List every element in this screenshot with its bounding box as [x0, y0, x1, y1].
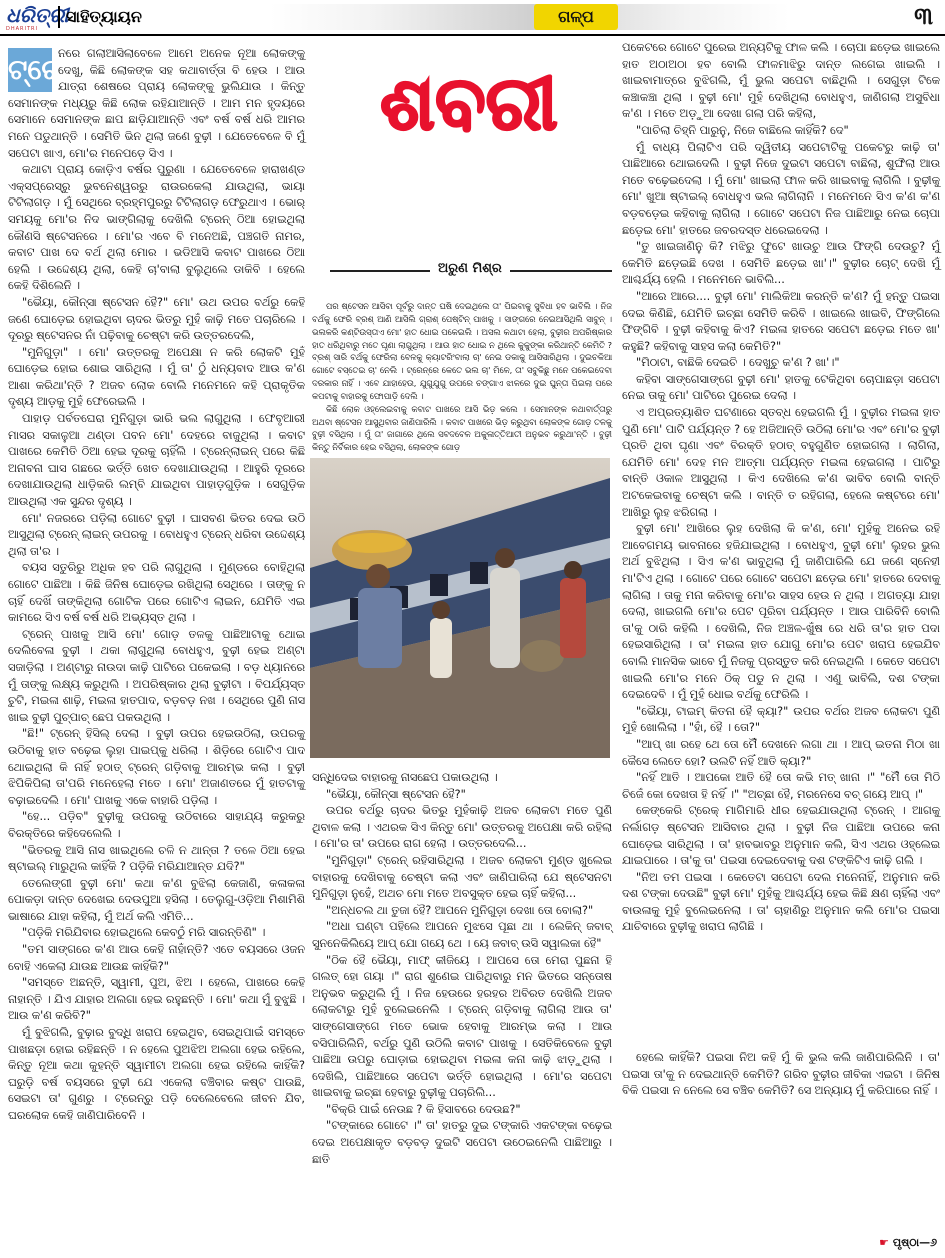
- paragraph: "ସମସ୍ତେ ଅଛନ୍ତି, ସ୍ୱାମୀ, ପୁଅ, ଝିଅ । ହେଲେ, ପାଖରେ କେହି ନାହାନ୍ତି । ଯିଏ ଯାହାର ଅଲଗା ହେଇ ରହୁଛନ୍ତି । ମୋ' କଥା ମୁଁ ବୁଝୁଛି । ଆଉ କ'ଣ କରିବି?": [8, 976, 305, 1023]
- paragraph: "ଅଧା ଘଣ୍ଟା ପହିଲେ ଆପନେ ମୁଝସେ ପୂଛା ଥା । ଲେକିନ୍ ଜବାବ୍ ସୁନନେକିଲିୟେ ଆପ୍ ଯୋ ଗୟେ ଥେ । ୟେ ଜବାବ୍ ଉସି ସୱାଲକା ହୈ": [312, 920, 612, 950]
- paragraph: ଟ୍ରେନ୍ ପାଖକୁ ଆସି ମୋ' ଗୋଡ଼ ତଳକୁ ପାଛିଆଟାକୁ ଥୋଇ ଦେଲିବେଳା ବୁଢ଼ୀ । ଥକା ଲାଗୁଥିଲା ବୋଧହୁଏ, ବୁଢ଼ୀ ହେଇ ଅଣ୍ଟା ସଜାଡ଼ିଲା । ଅଣ୍ଟାରୁ ନାଉଦା କାଢ଼ି ପାଟିରେ ପକେଇଲା । ବଡ଼ ଧ୍ୟାନରେ ମୁଁ ତାଙ୍କୁ ଲକ୍ଷ୍ୟ କରୁଥିଲି । ଅପରିଷ୍କାର ଥିଲା ବୁଢ଼ୀଟା । ବିପର୍ଯ୍ୟସ୍ତ ଚୁଟି, ମଇଳା ଶାଢ଼ି, ମଇଳା ହାତପାଦ, ବଡ଼ବଡ଼ ନଖ । ସେଥିରେ ପୁଣି ନାସ ଖାଇ ବୁଢ଼ୀ ପୁଚ୍‌ପାଚ୍ ଛେପ ପକଉଥିଲା ।: [8, 627, 305, 724]
- paragraph: "ପାଚିଲା ଚିହ୍ନି ପାରୁନୁ, ନିଜେ ବାଛିଲେ କାହିଁକି? ଦେ": [636, 123, 849, 137]
- paragraph: "ଅନ୍ଧଚଲ ଥା ତୁଜା ହୈ? ଆପନେ ମୁନିଗୁଡ଼ା ଦେଖା ତୋ ବୋଲା?": [326, 903, 594, 917]
- paragraph: "ଠିକ ହୈ ଭୈୟା, ମାଫ୍ କୀଜିୟେ । ଆପସେ ତୋ ମେରା ପୁଛନା ହି ଗଲତ୍ ହୋ ଗୟା ।" ରାଗ ଶୁଣେଇ ପାରିଥିବାରୁ ମନ ଭିତରେ ସନ୍ତୋଷ ଅନୁଭବ କରୁଥିଲି ମୁଁ । ନିଜ ହେଉରେ ହରହର ଅବିରତ ଦେଖିଲି ଅଜବ ଲୋକଟାରୁ ମୁହଁ ବୁଲେଇନେଲି । ଟ୍ରେନ୍ ଗଡ଼ିବାକୁ ଲାଗିଲା ଆଉ ତା' ସାଙ୍ଗେସାଙ୍ଗେ ମତେ ଭୋକ ହେବାକୁ ଆରମ୍ଭ କଲା । ଆଉ ବସିପାରିଲିନି, ବର୍ଥରୁ ପୁଣି ଉଠିଲି କବାଟ ପାଖକୁ । ସେତିକିବେଳେ ବୁଢ଼ୀ ପାଛିଆ ଉପରୁ ଘୋଡ଼ାଇ ହୋଇଥିବା ମଇଳା କନା କାଢ଼ି ଝାଡ଼ୁଥିଲା । ଦେଖିଲି, ପାଛିଆରେ ସପେଟା ଭର୍ତ୍ତି ହୋଇଥିଲା । ମୋ'ର ସପେଟା ଖାଇବାକୁ ଇଚ୍ଛା ହେବାରୁ ବୁଢ଼ୀକୁ ପଚାରିଲି...: [312, 953, 612, 1100]
- logo-subtitle: DHARITRI: [6, 26, 38, 32]
- paragraph: କେଙ୍କେରି ଟ୍ରେକ୍ ମାଗିମାରି ଧୀର ହେଇଯାଉଥିଲା ଟ୍ରେନ୍ । ଆଗକୁ ନର୍ଲାଗଡ଼ ଷ୍ଟେସନ ଆସିବାର ଥିଲା । ବୁଢ଼ୀ ନିଜ ପାଛିଆ ଉପରେ କନା ଘୋଡ଼େଇ ସାରିଥିଲା । ତା' ହାବଭାବରୁ ଅନୁମାନ କଲି, ସିଏ ଏଥର ଓହ୍ଲେଇ ଯାଇପାରେ । ତା'କୁ ତା' ପଇସା ଦେଇଦେବାକୁ ଦଶ ଟଙ୍କିଟିଏ କାଢ଼ି ଗଲି ।: [622, 804, 940, 868]
- paragraph: "ନିଅ ତମ ପଇସା । କେତେଟା ସପେଟା ଦେଲ ମନେନାହିଁ, ଅନୁମାନ କରି ଦଶ ଟଙ୍କା ଦେଉଛି" ବୁଢ଼ୀ ମୋ' ମୁହଁକୁ ଆଶ୍ଚର୍ଯ୍ୟ ହେଇ କିଛି କ୍ଷଣ ଚାହିଁଲା ଏବଂ ବାଉଳାକୁ ମୁହଁ ବୁଲେଇନେଲା । ତା' ଚାହାଣିରୁ ଅନୁମାନ କଲି ମୋ'ର ପଇସା ଯାଚିବାରେ ବୁଢ଼ୀକୁ ଖରାପ ଲାଗିଛି ।: [622, 870, 940, 934]
- paragraph: ପାହାଡ଼ ପର୍ବତଘେରା ମୁନିଗୁଡ଼ା ଭାରି ଭଲ ଲାଗୁଥିଲା । ଫେବୃଆରୀ ମାସର ସକାଳୁଆ ଥଣ୍ଡା ପବନ ମୋ' ଦେହରେ ବାଜୁଥିଲା । କବାଟ ପାଖରେ କେମିତି ଠିଆ ହେଇ ଦୂରକୁ ଚାହିଁଲି । ଟ୍ରେନ୍‌ଲାଇନ୍ ପରେ କିଛି ଅନାବନା ଘାସ ଗଛରେ ଭର୍ତ୍ତି ଖେତ ଦେଖାଯାଉଥିଲା । ଆହୁରି ଦୂରରେ ଦେଖାଯାଉଥିଲା ଧାଡ଼ିକରି ଲମ୍ବି ଯାଇଥିବା ପାହାଡ଼ଗୁଡ଼ିକ । ସେଗୁଡ଼ିକ ଆଉଥିଲା ଏକ ସୁନ୍ଦର ଦୃଶ୍ୟ ।: [8, 412, 305, 509]
- paragraph: "ତୁ ଖାଇଜାଣିନୁ କି? ମଝିରୁ ଫୁଟେ ଖାଉଚୁ ଆଉ ଫିଙ୍ଗି ଦେଉଚୁ? ମୁଁ କେମିତି ଛଡ଼େଇଛି ଦେଖ । ସେମିତି ଛଡ଼େଇ ଖା'।" ବୁଢ଼ୀର ଚୋଟ୍ ଦେଖି ମୁଁ ଆଶ୍ଚର୍ଯ୍ୟ ହେଲି । ମନେମନେ ଭାବିଲି...: [622, 240, 940, 287]
- logo-text: ଧରିତ୍ରୀ: [6, 3, 69, 27]
- railway-station-photo: [310, 458, 610, 758]
- paragraph: ମୋ' ନଜରରେ ପଡ଼ିଲା ଗୋଟେ ବୁଢ଼ୀ । ଘାସବଣ ଭିତର ଦେଇ ଉଠି ଆସୁଥିଲା ଟ୍ରେନ୍ ଲାଇନ୍ ଉପରକୁ । ବୋଧହୁଏ ଟ୍ରେନ୍ ଧରିବା ଉଦ୍ଦେଶ୍ୟ ଥିଲା ତା'ର ।: [8, 511, 305, 558]
- paragraph: "ତମ ସାଙ୍ଗରେ କ'ଣ ଆଉ କେହି ନାହାଁନ୍ତି? ଏତେ ବୟସରେ ଓଜନ ବୋହି ଏକେଲା ଯାଉଛ ଆଉଛ କାହିଁକି?": [8, 943, 305, 973]
- paragraph: ବୁଢ଼ୀ ମୋ' ଆଖିରେ ଲୁହ ଦେଖିଲା କି କ'ଣ, ମୋ' ମୁହଁକୁ ଅନେଇ ରହି ଆବେଗମୟ ଭାବନାରେ ହଜିଯାଇଥିଲା । ବୋଧହୁଏ, ବୁଢ଼ୀ ମୋ' ଲୁହର ଭୁଲ ଅର୍ଥ ବୁଝିଥିଲା । ସିଏ କ'ଣ ଭାବୁଥିଲା ମୁଁ ଜାଣିପାରିଲି ଯେ ଜଣେ ସ୍ନେହୀ ମା'ଟିଏ ଥିଲା । ଗୋଟେ ପରେ ଗୋଟେ ସପେଟା ଛଡ଼େଇ ମୋ' ହାତରେ ଦେବାକୁ ଲାଗିଲା । ତାକୁ ମନା କରିବାକୁ ମୋ'ର ସାହସ ହେଉ ନ ଥିଲା । ଅଗତ୍ୟା ଯାହା ଦେଲା, ଖାଇଗଲି ମୋ'ର ପେଟ ପୂରିବା ପର୍ଯ୍ୟନ୍ତ । ଆଉ ପାରିବିନି ବୋଲି ତା'କୁ ଠାରି କହିଲି । ଦେଖିଲି, ନିଜ ଅଞ୍ଚଳ-ଖୁଁଷ ରେ ଧରି ତା'ର ହାତ ପଦା ହେଇସାରିଥିଲା । ତା' ମଇଳା ହାତ ଯୋଗୁ ମୋ'ର ପେଟ ଖରାପ ହେଇଯିବ ବୋଲି ମାନସିକ ଭାବେ ମୁଁ ନିଜକୁ ପ୍ରସ୍ତୁତ କରି ନେଇଥିଲି । କେତେ ସପେଟା ଖାଇଲି ମୋ'ର ମନେ ଠିକ୍ ପଡୁ ନ ଥିଲା । ଏଣୁ ଭାବିଲି, ଦଶ ଟଙ୍କା ଦେଇଦେବି । ମୁଁ ମୁହଁ ଧୋଇ ବର୍ଥକୁ ଫେରିଲି ।: [622, 522, 940, 702]
- paragraph: କଥାଟା ପ୍ରାୟ କୋଡ଼ିଏ ବର୍ଷର ପୁରୁଣା । ଯେତେବେଳେ ହାରାଖଣ୍ଡ ଏକ୍ସପ୍ରେସ୍‌ରୁ ଭୁବନେଶ୍ୱରରୁ ରାଉରକେଲା ଯାଉଥିଲା, ଭାୟା ଟିଟିଲାଗଡ଼ । ମୁଁ ସେଥିରେ ବ୍ରହ୍ମପୁରରୁ ଟିଟିଲାଗଡ଼ ଫେରୁଥାଏ । ଭୋର୍ ସମୟକୁ ମୋ'ର ନିଦ ଭାଙ୍ଗିଲାକୁ ଦେଖିଲି ଟ୍ରେନ୍ ଠିଆ ହୋଇଥିଲା କୌଣସି ଷ୍ଟେସନରେ । ମୋ'ର ଏବେ ବି ମନେଅଛି, ପଞ୍ଚଗତି ନାମର, କବାଟ ପାଖ ଦେ ବର୍ଥ ଥିଲା ମୋର । ଭଡିଆସି କବାଟ ପାଖରେ ଠିଆ ହେଲି । ଉଦ୍ଦେଶ୍ୟ ଥିଲା, କେହି ଚା'ବାଲା ବୁଲୁଥିଲେ ଡାକିବି । ହେଲେ କେହି ଦିଶିଲେନି ।: [8, 163, 305, 293]
- paragraph: "ମିଠାଟା, ବାଛିକି ଦେଇଚି । ଦେଖୁଚୁ କ'ଣ ? ଖା'।": [636, 356, 840, 370]
- pointing-hand-icon: ☛: [879, 1236, 890, 1249]
- paragraph: ମୁଁ ବୁଝିଗଲି, ବୁଢ଼ାର ବୁଦ୍ଧି ଖରାପ ହେଇଥିବ, ସେଇଥିପାଇଁ ସମସ୍ତେ ପାଖଛଡ଼ା ହୋଇ ରହିଛନ୍ତି । ନ ହେଲେ ପୁଅଝିଅ ଅଲଗା ହେଇ ରହିଲେ, କିନ୍ତୁ ନୂଆ କଥା କୁହନ୍ତି ସ୍ୱାମୀଟା ଅଲଗା ହେଇ ରହିଲେ କାହିଁକି? ଘରୁଡ଼ି ବର୍ଷ ବୟସରେ ବୁଢ଼ୀ ଯେ ଏକେଲା ବଞ୍ଚିବାର କଷ୍ଟ ପାଉଛି, ସେଇଟା ତା' ଗୁଣରୁ । ଟ୍ରେନ୍‌ରୁ ପଡ଼ି ଦେଲେବେଲେ ଜୀବନ ଯିବ, ଘରଲୋକ କେହି ଜାଣିପାରିବେନି ।: [8, 1026, 305, 1122]
- page-number: ୩: [914, 2, 933, 30]
- paragraph: "ଆପ୍ ଖା ରହେ ଥେ ତୋ ମୈଁ ଦେଖନେ ଲଗା ଥା । ଆପ୍ ଇତନା ମିଠା ଖା କୈସେ ଲେତେ ହୋ? ଉଲଟି ନହିଁ ଆତି କ୍ୟା?": [622, 737, 940, 768]
- column-1: [8, 46, 305, 1125]
- column-2: [312, 300, 612, 454]
- paragraph: ସନ୍ଧିଦେଇ ବାହାରକୁ ନାସଛେପ ପକାଉଥିଲା ।: [312, 771, 498, 784]
- paragraph: "ବିକ୍ରି ପାଇଁ ନେଉଛ ? କି ହିସାବରେ ଦେଉଛ?": [326, 1102, 521, 1116]
- byline: [330, 258, 612, 280]
- paragraph: ମୁଁ ବାଧ୍ୟ ପିଲାଟିଏ ପରି ଦ୍ୱିତୀୟ ସପେଟାଟିକୁ ପକେଟରୁ କାଢ଼ି ତା' ପାଛିଆରେ ଥୋଇଦେଲି । ବୁଢ଼ୀ ନିଜେ ଦୁଇଟା ସପେଟା ବାଛିଲା, ଶୁଙ୍ଘିଲା ଆଉ ମତେ ବଢ଼େଇଦେଲା । ମୁଁ ମୋ' ଖାଇଲା ଫାଳ କରି ଖାଇବାକୁ ଲାଗିଲି । ବୁଢ଼ୀକୁ ମୋ' ଖୁଆ ଷ୍ଟାଇଲ୍ ବୋଧହୁଏ ଭଲ ଲାଗିଲାନି । ମନେମନେ ସିଏ କ'ଣ କ'ଣ ବଡ଼ବଡ଼େଇ କହିବାକୁ ଲାଗିଲା । ଗୋଟେ ସପେଟା ନିଜ ପାଛିଆରୁ ନେଇ ଚୋପା ଛଡ଼େଇ ମୋ' ହାତରେ ଜବରଦସ୍ତ ଧରେଇଦେଲା ।: [622, 140, 940, 237]
- paragraph: ଏ ଅପ୍ରତ୍ୟାଶିତ ଘଟଣାରେ ସ୍ତବ୍ଧ ହେଇଗଲି ମୁଁ । ବୁଢ଼ୀର ମଇଳା ହାତ ପୁଣି ମୋ' ପାଟି ପର୍ଯ୍ୟନ୍ତ ? ହେ ଅଜିଆନ୍ତି ଉଠିଲା ମୋ'ର ଏବଂ ମୋ'ର ବୁଢ଼ୀ ପ୍ରତି ଥିବା ଘୃଣା ଏବଂ ବିରକ୍ତି ହଠାତ୍ ବହୁଗୁଣିତ ହୋଇଗଲା । ଲାଗିଲା, ଯେମିତି ମୋ' ଦେହ ମନ ଆତ୍ମା ପର୍ଯ୍ୟନ୍ତ ମଇଳା ହେଇଗଲା । ପାଟିରୁ ବାନ୍ତି ଓକାଳ ଆସୁଥିଲା । କିଏ ଦେଖିଲେ କ'ଣ ଭାବିବ ବୋଲି ବାନ୍ତି ଅଟକେଇବାକୁ ଚେଷ୍ଟା କଲି । ବାନ୍ତି ତ ରହିଗଲା, ହେଲେ କଷ୍ଟରେ ମୋ' ଆଖିରୁ ଲୁହ ଝରିଗଲା ।: [622, 406, 940, 519]
- paragraph: "ଟଙ୍କାରେ ଗୋଟେ ।" ତା' ହାତରୁ ଦୁଇ ଟଙ୍କାରି ଏକଟଙ୍କା ବଢ଼େଇ ଦେଇ ଅପେକ୍ଷାକୃତ ବଡ଼ବଡ଼ ଦୁଇଟି ସପେଟା ଉଠେଇନେଲି ପାଛିଆରୁ । ଛାତି: [312, 1119, 612, 1166]
- author-name: ଅରୁଣ ମିଶ୍ର: [430, 258, 510, 280]
- paragraph: ହେଲେ କାହିଁକି? ପଇସା ନିଅ କହି ମୁଁ କି ଭୁଲ କଲି ଜାଣିପାରିଲିନି । ତା' ପଇସା ତା'କୁ ନ ଦେଇଥାନ୍ତି କେମିତି? ଗରିବ ବୁଢ଼ୀର ଜୀବିକା ଏଇଟା । ଜିନିଷ ବିକି ପଇସା ନ ନେଲେ ସେ ବଞ୍ଚିବ କେମିତି? ସେ ଅନ୍ୟାୟ ମୁଁ କରିପାରେ ନାହିଁ ।: [622, 1051, 940, 1098]
- paragraph: "ଭୈୟା, ଟାଇମ୍ କିତନା ହୈ କ୍ୟା?" ଉପର ବର୍ଥର ଅଜବ ଲୋକଟା ପୁଣି ମୁହଁ ଖୋଲିଲା । "ହାଁ, ହୈ । ତୋ?": [622, 704, 940, 735]
- paragraph: "ନହିଁ ଆତି । ଆପକୋ ଆତି ହୈ ତୋ କଭି ମତ୍ ଖାନା ।" "ମୈଁ ତୋ ମିଠି ଚିଜେଁ କୋ ଦେଖତା ହି ନହିଁ ।" "ଅଚ୍ଛା ହୈ, ମରନେସେ ବଚ୍ ଗୟେ ଆପ୍ ।": [622, 771, 940, 801]
- story-title: ଶବରୀ: [325, 44, 613, 164]
- paragraph: "ଭୈୟା, କୌନ୍‌ସା ଷ୍ଟେସନ ହୈ?" ମୋ' ଉଥ ଉପର ବର୍ଥରୁ କେହି ଜଣେ ଘୋଡ଼େଇ ହୋଇଥିବା ଚାଦର ଭିତରୁ ମୁହଁ କାଢ଼ି ମତେ ପଚାରିଲେ । ଦୂରରୁ ଷ୍ଟେସନର ନାଁ ପଢ଼ିବାକୁ ଚେଷ୍ଟା କରି ଉତ୍ତରଦେଲି,: [8, 295, 305, 343]
- category-tag: ଗଳ୍ପ: [534, 4, 618, 30]
- paragraph: "ଭୈୟା, କୌନ୍‌ସା ଷ୍ଟେସନ ହୈ?": [326, 787, 466, 801]
- paragraph: ଉପର ବର୍ଥରୁ ଚାଦର ଭିତରୁ ମୁହଁକାଢ଼ି ଅଜବ ଲୋକଟା ମତେ ପୁଣି ଥିବାଳ କଲା । ଏଥରକ ସିଏ କିନ୍ତୁ ମୋ' ଉତ୍ତରକୁ ଅପେକ୍ଷା କରି ରହିଲା । ମୋ'ର ତା' ଉପରେ ରାଗ ହେଲା । ଉତ୍ତରଦେଲି...: [312, 804, 612, 851]
- column-3: [622, 40, 940, 936]
- paragraph: "ଆରେ ଆରେ.... ବୁଢ଼ୀ ମୋ' ମାଲିକିଆ କରନ୍ତି କ'ଣ? ମୁଁ ହନ୍ତୁ ପଇସା ଦେଇ କିଣିଛି, ଯେମିତି ଇଚ୍ଛା ସେମିତି କରିବି । ଖାଇଲେ ଖାଇବି, ଫିଙ୍ଗିଲେ ଫିଙ୍ଗିବି । ବୁଢ଼ୀ କହିବାକୁ କିଏ? ମଇଳା ହାତରେ ସପେଟା ଛଡ଼େଇ ମତେ ଖା' କହୁଛି? କହିବାକୁ ସାହସ କଲା କେମିତି?": [622, 289, 940, 353]
- paragraph: ପକେଟରେ ଗୋଟେ ପୁରେଇ ଅନ୍ୟଟିକୁ ଫାଳ କଲି । ଚୋପା ଛଡ଼େଇ ଖାଇଲେ ହାତ ଅଠାଅଠା ହବ ବୋଲି ଫାଳମାଝିରୁ ଦାନ୍ତ ଲଗେଇ ଖାଇଲି । ଖାଇବାମାତ୍ରେ ବୁଝିଗଲି, ମୁଁ ଭୁଲ ସପେଟା ବାଛିଥିଲି । ସେଗୁଡ଼ା ଟିକେ କଞ୍ଚାକଞ୍ଚା ଥିଲା । ବୁଢ଼ୀ ମୋ' ମୁହଁ ଦେଖିଥିଲା ବୋଧହୁଏ, ଜାଣିଗଲା ଅସୁବିଧା କ'ଣ । ମତେ ଅଡ଼ୁଆ ଦେଖା ଗଲା ପରି କହିଲା,: [622, 41, 940, 121]
- paragraph: ବୟସ ସତୁରିରୁ ଅଧିକ ହବ ପରି ଲାଗୁଥିଲା । ମୁଣ୍ଡରେ ବୋହିଥିଲା ଗୋଟେ ପାଛିଆ । କିଛି ଜିନିଷ ଘୋଡ଼େଇ ରଖିଥିଲା ସେଥିରେ । ତାଙ୍କୁ ନ ଚାହିଁ ଦେଖିଁ ତାଙ୍କିଥିଲା ଗୋଟିକ ପରେ ଗୋଟିଏ ଲାଇନ, ଯେମିତି ଏଇ କାମରେ ସିଏ ବର୍ଷ ବର୍ଷ ଧରି ଅଭ୍ୟସ୍ତ ଥିଲା ।: [8, 561, 305, 625]
- paragraph: "ଭିତରକୁ ଆସି ନାସ ଖାଇଥିଲେ ଚଳି ନ ଥାନ୍ତା ? ତଳେ ଠିଆ ହେଇ ଷ୍ଟାଇଲ୍ ମାରୁଥିଲ କାହିଁକି ? ପଡ଼ିକି ମରିଯାଆନ୍ତ ଯଦି?": [8, 843, 305, 874]
- banner-strip: [270, 4, 790, 30]
- masthead: [0, 0, 945, 36]
- header-rule: [0, 34, 945, 36]
- paragraph: ନରେ ଗଲାଆସିଲାବେଳେ ଆମେ ଅନେକ ନୂଆ ଲୋକଙ୍କୁ ଦେଖୁ, କିଛି ଲୋକଙ୍କ ସହ କଥାବାର୍ତ୍ତା ବି ହେଉ । ଆଉ ଯାତ୍ରା ଶେଷରେ ପ୍ରାୟ ଲୋକଙ୍କୁ ଭୁଲିଯାଉ । କିନ୍ତୁ ସେମାନଙ୍କ ମଧ୍ୟରୁ କିଛି ଲୋକ ରହିଯାଆନ୍ତି । ଆମ ମନ ହୃଦୟରେ ସେମାନେ ସେମାନଙ୍କ ଛାପ ଛାଡ଼ିଯାଆନ୍ତି ଏବଂ ବର୍ଷ ବର୍ଷ ଧରି ଆମର ମନେ ପଡୁଥାନ୍ତି । ସେମିତି ଭିନ ଥିଲା ଜଣେ ବୁଢ଼ୀ । ଯେତେବେଳେ ବି ମୁଁ ସପେଟା ଖାଏ, ମୋ'ର ମନେପଡ଼େ ସିଏ ।: [8, 47, 305, 160]
- paragraph: "ମୁନିଗୁଡ଼ା" ଟ୍ରେନ୍ ରହିସାରିଥିଲା । ଅଜବ ଲୋକଟା ମୁଣ୍ଡ ଖୁଲେଇ ବାହାରକୁ ଦେଖିବାକୁ ଚେଷ୍ଟା କଲା ଏବଂ ଜାଣିପାରିଲା ଯେ ଷ୍ଟେସନଟା ମୁନିଗୁଡ଼ା ନୁହେଁ, ଅଥଚ ମୋ ମତେ ଅବସୁକ୍ତ ହେଇ ଚାହିଁ କହିଲା...: [312, 853, 612, 901]
- paragraph: "ଛି!" ଟ୍ରେନ୍ ହିସିଲ୍ ଦେଲା । ବୁଢ଼ୀ ଉପର ହେଇଉଠିଲା, ଉପରକୁ ଉଠିବାକୁ ହାତ ବଢ଼େଇ ଲୁହା ପାଇପ୍‌କୁ ଧରିଲା । ଶିଡ଼ିରେ ଗୋଟିଏ ପାଦ ଥୋଇଥିଲା କି ନାହିଁ ହଠାତ୍ ଟ୍ରେନ୍ ଗଡ଼ିବାକୁ ଆରମ୍ଭ କଲା । ବୁଢ଼ୀ ଝିପିକିପିଲା ତା'ପରି ମନେହେଲା ମତେ । ମୋ' ଅଜାଣତରେ ମୁଁ ହାତଟାକୁ ବଢ଼ାଇଦେଲି । ମୋ' ପାଖକୁ ଏକେ ବାହାରି ପଡ଼ିଲା ।: [8, 727, 305, 807]
- newspaper-logo: [6, 3, 69, 32]
- paragraph: "ପଡ଼ିକି ମରିଯିବାର ହୋଇଥିଲେ କେବଠୁଁ ମରି ସାରନ୍ତିଣି" ।: [22, 926, 266, 940]
- paragraph: କହିବା ସାଙ୍ଗେସାଙ୍ଗେ ବୁଢ଼ୀ ମୋ' ହାତକୁ ଟେକିଥିବା ଚୋପାଛଡ଼ା ସପେଟା ନେଇ ତାକୁ ମୋ' ପାଟିରେ ପୁରେଇ ଦେଲା ।: [622, 372, 940, 403]
- paragraph: "ମୁନିଗୁଡ଼ା" । ମୋ' ଉତ୍ତରକୁ ଅପେକ୍ଷା ନ କରି ଲୋକଟି ମୁହଁ ଘୋଡ଼େଇ ହୋଇ ଶୋଇ ସାରିଥିଲା । ମୁଁ ତା' ଠୁଁ ଧନ୍ୟବାଦ ଆଉ କ'ଣ ଆଶା କରିଥା'ନ୍ତି ? ଅଜବ ଲୋକ ବୋଲି ମନେମନେ କହି ପ୍ରାକୃତିକ ଦୃଶ୍ୟ ଆଡ଼କୁ ମୁହଁ ଫେରେଇଲି ।: [8, 345, 305, 409]
- drop-cap: ଟ୍ରେ: [8, 48, 52, 92]
- paragraph: ପର ଷ୍ଟେସନ ଆସିବା ପୂର୍ବରୁ ଦାନ୍ତ ଘଷି ଦେଇଥିଲେ ତା' ପିଇବାକୁ ସୁବିଧା ହବ ଭାବିଲି । ନିଜ ବର୍ଥକୁ ଫେରି ବ୍ରଶ୍ ଆଣି ଆସିଲି ଗ୍ରାଶ୍ ପେଷ୍ଟିନ୍ ପାଖକୁ । ସାଙ୍ଗରେ ନେଇଆସିଥିଲି ସାବୁନ୍ । ଭଲକରି କଣ୍ଟିଉସ୍ତାଏ ମୋ' ହାତ ଧୋଇ ପକେଇଲି । ଅସଲ କଥାଟା ହେଲା, ବୁଢ଼ୀର ଅପରିଷ୍କାର ହାତ ଧରିଥିବାରୁ ମତେ ଘୃଣା ଲାଗୁଥିଲା । ଆଉ ହାତ ଧୋଇ ନ ଥିଲେ କୁକୁଙ୍କା କରିଥାନ୍ତି କେମିତି ? ବ୍ରଶ୍ ସାରି ବର୍ଥକୁ ଫେରିଲା ବେଳକୁ କ୍ୟାଟରିଂବାଲା ଚା' ନେଇ ଡକାକୁ ଆସିସାରିଥିଲା । ଦୁଇଚକିଆ ଗୋଟେ ବସ୍ତେଇ ଚା' ନେଲି । ଟ୍ରେନ୍‌ରେ କେତେ ଭଲ ଚା' ମିଳେ, ତା' ସବୁକିଛୁ ମନେ ପକେଇଦେବା ଦରକାର ନାହିଁ । ଏବେ ଯାହାହେଉ, ଯୁଗୁଯୁଗୁ ଉପରେ ଚଙ୍ଗାଏ ଝାଳରେ ଦୁଇ ଘୁନ୍ତା ପିଇଲା ପରେ କପଟାକୁ ବାହାରକୁ ଫୋପାଡ଼ି ଦେଲି ।: [312, 301, 612, 401]
- paragraph: କିଛି ଲୋକ ଓହ୍ଲେଇବାକୁ କବାଟ ପାଖରେ ଆସି ଭିଡ଼ କଲେ । ସେମାନଙ୍କ କଥାବାର୍ତ୍ତାରୁ ଅଥବା ଷ୍ଟେସନ ଆସୁଥିବାର ଜାଣିପାରିଲି । କବାଟ ପାଖରେ ଭିଡ଼ କରୁଥିବା ଲୋକଙ୍କ ଗୋଡ଼ ତଳକୁ ବୁଢ଼ୀ ବସିଥିଲା । ମୁଁ ତା' ଜାଗାରେ ଥିଲେ ସବଦବେଳ ଅକୁଳାତ୍ତିଆତୀ ଅନୁଭବ କରୁଥା'ନ୍ତି । ବୁଢ଼ୀ କିନ୍ତୁ ନିର୍ବିକାର ହେଇ ବସିଥିଲା, ଲୋକଙ୍କ ଗୋଡ଼: [312, 403, 612, 453]
- column-2-lower: [312, 770, 612, 1168]
- continued-label: ପୃଷ୍ଠା—୬: [892, 1236, 937, 1249]
- paragraph: ତେଲେଙ୍ଗୀ ବୁଢ଼ୀ ମୋ' କଥା କ'ଣ ବୁଝିଲା କେଜାଣି, କଳାକଳା ପୋକଡ଼ା ଦାନ୍ତ ଦେଖେଇ ଦେଉପୁଆ ହସିଲା । ତେଲୁଗୁ-ଓଡ଼ିଆ ମିଶାମିଶି ଭାଷାରେ ଯାହା କହିଲା, ମୁଁ ଅର୍ଥ କଲି ଏମିତି...: [8, 876, 305, 923]
- section-title: ସାହିତ୍ୟାୟନ: [58, 6, 142, 28]
- paragraph: "ହେ... ପଡ଼ିବ" ବୁଢ଼ୀକୁ ଉପରକୁ ଉଠିବାରେ ସାହାଯ୍ୟ କରୁକରୁ ବିରକ୍ତିରେ କହିଦେଲେଲି ।: [8, 810, 305, 840]
- continued-on-page: [879, 1236, 937, 1250]
- column-3-lower: [622, 1050, 940, 1100]
